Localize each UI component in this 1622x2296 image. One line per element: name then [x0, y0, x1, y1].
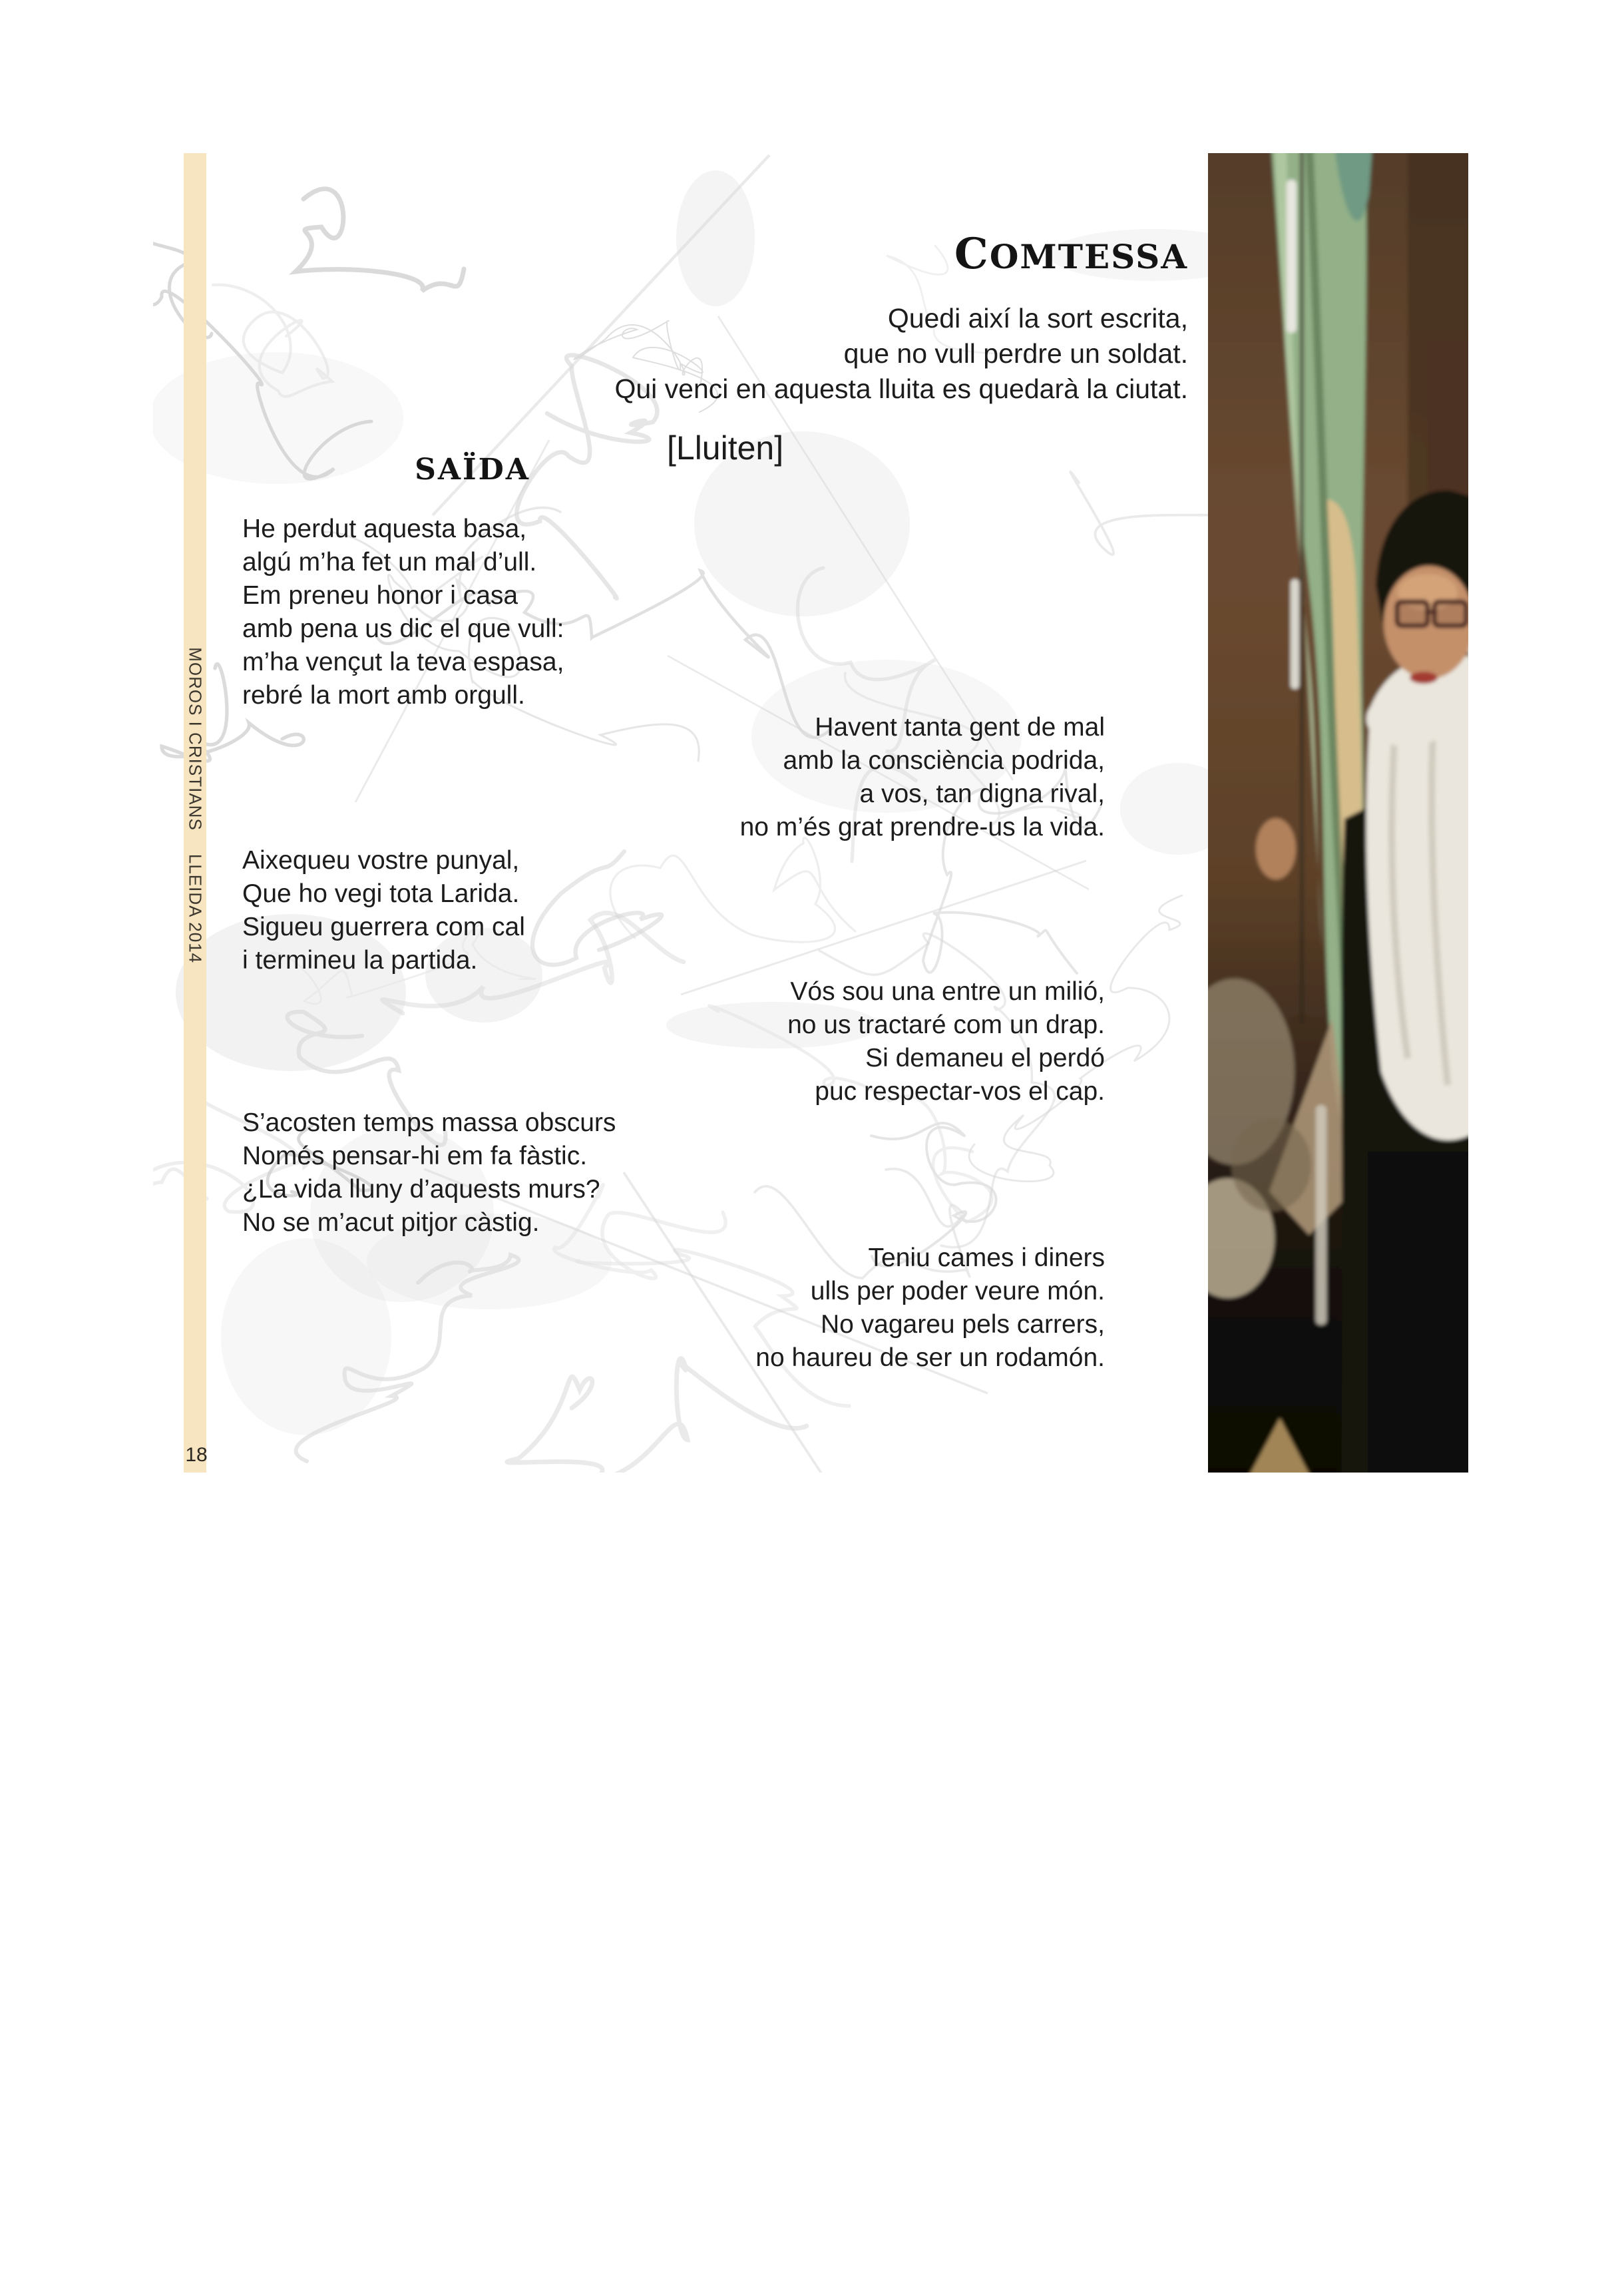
poem-line: puc respectar-vos el cap. [815, 1077, 1105, 1106]
stanza-comtessa-1 [740, 711, 1105, 844]
stanza-saida-3 [242, 1106, 616, 1240]
poem-line: rebré la mort amb orgull. [242, 681, 525, 710]
poem-line: Només pensar-hi em fa fàstic. [242, 1142, 588, 1170]
poem-line: i termineu la partida. [242, 946, 478, 975]
person-glasses-right-lens [1434, 602, 1466, 626]
poem-line: Quedi així la sort escrita, [887, 303, 1188, 334]
flag-bearer-photo [1208, 153, 1468, 1473]
page-title-comtessa: COMTESSA [954, 229, 1188, 279]
person-hand-on-pole [1256, 818, 1296, 879]
poem-line: Vós sou una entre un milió, [790, 977, 1105, 1006]
stanza-saida-2 [242, 844, 525, 977]
page-number: 18 [185, 1444, 208, 1466]
person-lips [1410, 672, 1438, 684]
flagpole-line [1300, 153, 1304, 1024]
poem-line: amb la consciència podrida, [783, 746, 1105, 775]
poem-line: Si demaneu el perdó [865, 1044, 1105, 1072]
stanza-saida-1 [242, 513, 564, 712]
person-chin-scarf [1366, 691, 1449, 747]
person-glasses-left-lens [1397, 602, 1428, 626]
poem-line: Teniu cames i diners [868, 1244, 1105, 1272]
poem-line: algú m’ha fet un mal d’ull. [242, 548, 537, 576]
poem-line: He perdut aquesta basa, [242, 515, 527, 543]
flagpole-white-segment-low [1316, 1105, 1326, 1325]
poem-line: que no vull perdre un soldat. [843, 338, 1188, 369]
spine-edition-label: LLEIDA 2014 [185, 853, 206, 964]
book-page [153, 153, 1468, 1473]
poem-line: Havent tanta gent de mal [815, 713, 1105, 742]
poem-line: ¿La vida lluny d’aquests murs? [242, 1175, 600, 1204]
poem-line: Que ho vegi tota Larida. [242, 879, 520, 908]
poem-line: a vos, tan digna rival, [859, 780, 1105, 808]
flagpole-white-segment-mid [1291, 579, 1299, 689]
stanza-comtessa-3 [755, 1242, 1105, 1375]
stage-direction-lluiten: [Lluiten] [667, 429, 784, 467]
person-glasses-bridge [1425, 610, 1437, 614]
poem-line: Aixequeu vostre punyal, [242, 846, 520, 875]
poem-line: No vagareu pels carrers, [820, 1310, 1105, 1339]
poem-line: amb pena us dic el que vull: [242, 614, 564, 643]
flagpole-white-segment-top [1287, 180, 1297, 333]
poem-line: m’ha vençut la teva espasa, [242, 648, 564, 676]
spine-series-label: MOROS I CRISTIANS [185, 647, 206, 831]
poem-line: no us tractaré com un drap. [787, 1011, 1105, 1039]
poem-line: ulls per poder veure món. [810, 1277, 1105, 1305]
person-robe-dark [1368, 1152, 1468, 1473]
poem-line: no haureu de ser un rodamón. [755, 1343, 1105, 1372]
poem-line: Qui venci en aquesta lluita es quedarà la ciutat. [614, 373, 1188, 404]
poem-line: Em preneu honor i casa [242, 581, 518, 610]
poem-line: Sigueu guerrera com cal [242, 913, 525, 941]
stanza-comtessa-opening [614, 301, 1188, 407]
poem-line: S’acosten temps massa obscurs [242, 1108, 616, 1137]
speaker-heading-saida: SAÏDA [415, 453, 530, 487]
poem-line: no m’és grat prendre-us la vida. [739, 813, 1105, 841]
rubble-stone-3 [1231, 1118, 1311, 1212]
spine-strip [184, 153, 206, 1473]
poem-line: No se m’acut pitjor càstig. [242, 1208, 540, 1237]
stanza-comtessa-2 [787, 975, 1105, 1108]
